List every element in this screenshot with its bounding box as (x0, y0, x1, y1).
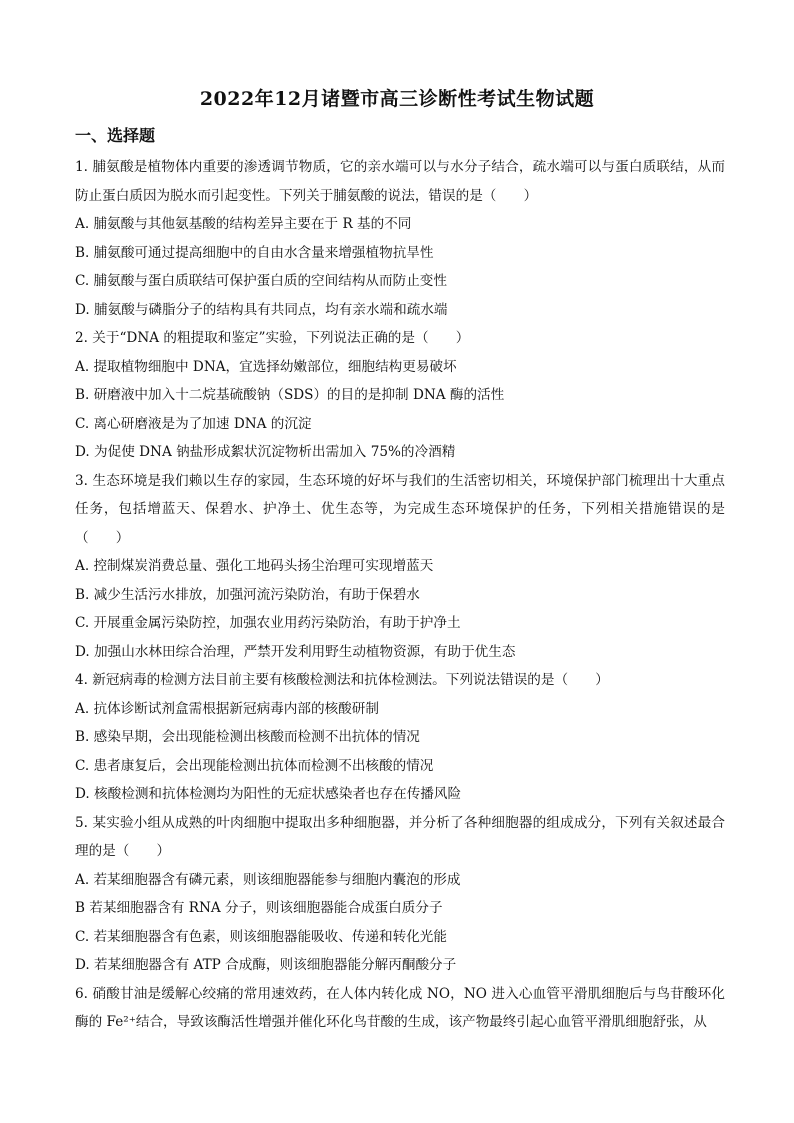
option-b: B 若某细胞器含有 RNA 分子，则该细胞器能合成蛋白质分子 (75, 900, 443, 916)
option-a: A. 抗体诊断试剂盒需根据新冠病毒内部的核酸研制 (75, 700, 379, 717)
question-list (75, 153, 725, 1037)
option-d: D. 核酸检测和抗体检测均为阳性的无症状感染者也存在传播风险 (75, 786, 462, 802)
option-c: C. 患者康复后，会出现能检测出抗体而检测不出核酸的情况 (75, 757, 434, 774)
page-title: 2022年12月诸暨市高三诊断性考试生物试题 (199, 88, 595, 110)
option-c: C. 离心研磨液是为了加速 DNA 的沉淀 (75, 415, 312, 432)
question-3 (75, 467, 725, 667)
question-6 (75, 980, 725, 1037)
option-b: B. 减少生活污水排放，加强河流污染防治，有助于保碧水 (75, 586, 420, 603)
option-d: D. 脯氨酸与磷脂分子的结构具有共同点，均有亲水端和疏水端 (75, 301, 448, 318)
question-stem: 2. 关于“DNA 的粗提取和鉴定”实验，下列说法正确的是（ ） (75, 330, 470, 346)
question-stem: 4. 新冠病毒的检测方法目前主要有核酸检测法和抗体检测法。下列说法错误的是（ ） (75, 672, 609, 688)
option-b: B. 感染早期，会出现能检测出核酸而检测不出抗体的情况 (75, 729, 420, 745)
option-b: B. 研磨液中加入十二烷基硫酸钠（SDS）的目的是抑制 DNA 酶的活性 (75, 387, 505, 403)
question-2 (75, 324, 725, 467)
option-d: D. 为促使 DNA 钠盐形成絮状沉淀物析出需加入 75%的冷酒精 (75, 444, 456, 460)
option-c: C. 若某细胞器含有色素，则该细胞器能吸收、传递和转化光能 (75, 928, 447, 945)
question-stem: 3. 生态环境是我们赖以生存的家园，生态环境的好坏与我们的生活密切相关，环境保护部门梳理出十大重点任务，包括增蓝天、保碧水、护净土、优生态等，为完成生态环境保护的任务，下列相关措施错误的是（ ） (75, 472, 725, 546)
question-4 (75, 666, 725, 809)
section-heading: 一、选择题 (75, 126, 156, 145)
question-stem: 6. 硝酸甘油是缓解心绞痛的常用速效药，在人体内转化成 NO，NO 进入心血管平滑肌细胞后与鸟苷酸环化酶的 Fe²⁺结合，导致该酶活性增强并催化环化鸟苷酸的生成，该产物最终引起心血管平滑肌细胞舒张，从 (75, 985, 725, 1030)
question-stem: 1. 脯氨酸是植物体内重要的渗透调节物质，它的亲水端可以与水分子结合，疏水端可以与蛋白质联结，从而防止蛋白质因为脱水而引起变性。下列关于脯氨酸的说法，错误的是（ ） (75, 159, 725, 204)
question-1 (75, 153, 725, 324)
option-d: D. 若某细胞器含有 ATP 合成酶，则该细胞器能分解丙酮酸分子 (75, 957, 457, 973)
question-5 (75, 809, 725, 980)
option-d: D. 加强山水林田综合治理，严禁开发利用野生动植物资源，有助于优生态 (75, 643, 516, 660)
question-stem: 5. 某实验小组从成熟的叶肉细胞中提取出多种细胞器，并分析了各种细胞器的组成成分，下列有关叙述最合理的是（ ） (75, 814, 725, 859)
option-a: A. 控制煤炭消费总量、强化工地码头扬尘治理可实现增蓝天 (75, 558, 434, 574)
option-a: A. 提取植物细胞中 DNA，宜选择幼嫩部位，细胞结构更易破坏 (75, 358, 457, 375)
option-a: A. 脯氨酸与其他氨基酸的结构差异主要在于 R 基的不同 (75, 216, 412, 232)
option-c: C. 脯氨酸与蛋白质联结可保护蛋白质的空间结构从而防止变性 (75, 273, 447, 289)
option-a: A. 若某细胞器含有磷元素，则该细胞器能参与细胞内囊泡的形成 (75, 871, 461, 888)
option-b: B. 脯氨酸可通过提高细胞中的自由水含量来增强植物抗旱性 (75, 244, 434, 261)
option-c: C. 开展重金属污染防控，加强农业用药污染防治，有助于护净土 (75, 615, 461, 631)
